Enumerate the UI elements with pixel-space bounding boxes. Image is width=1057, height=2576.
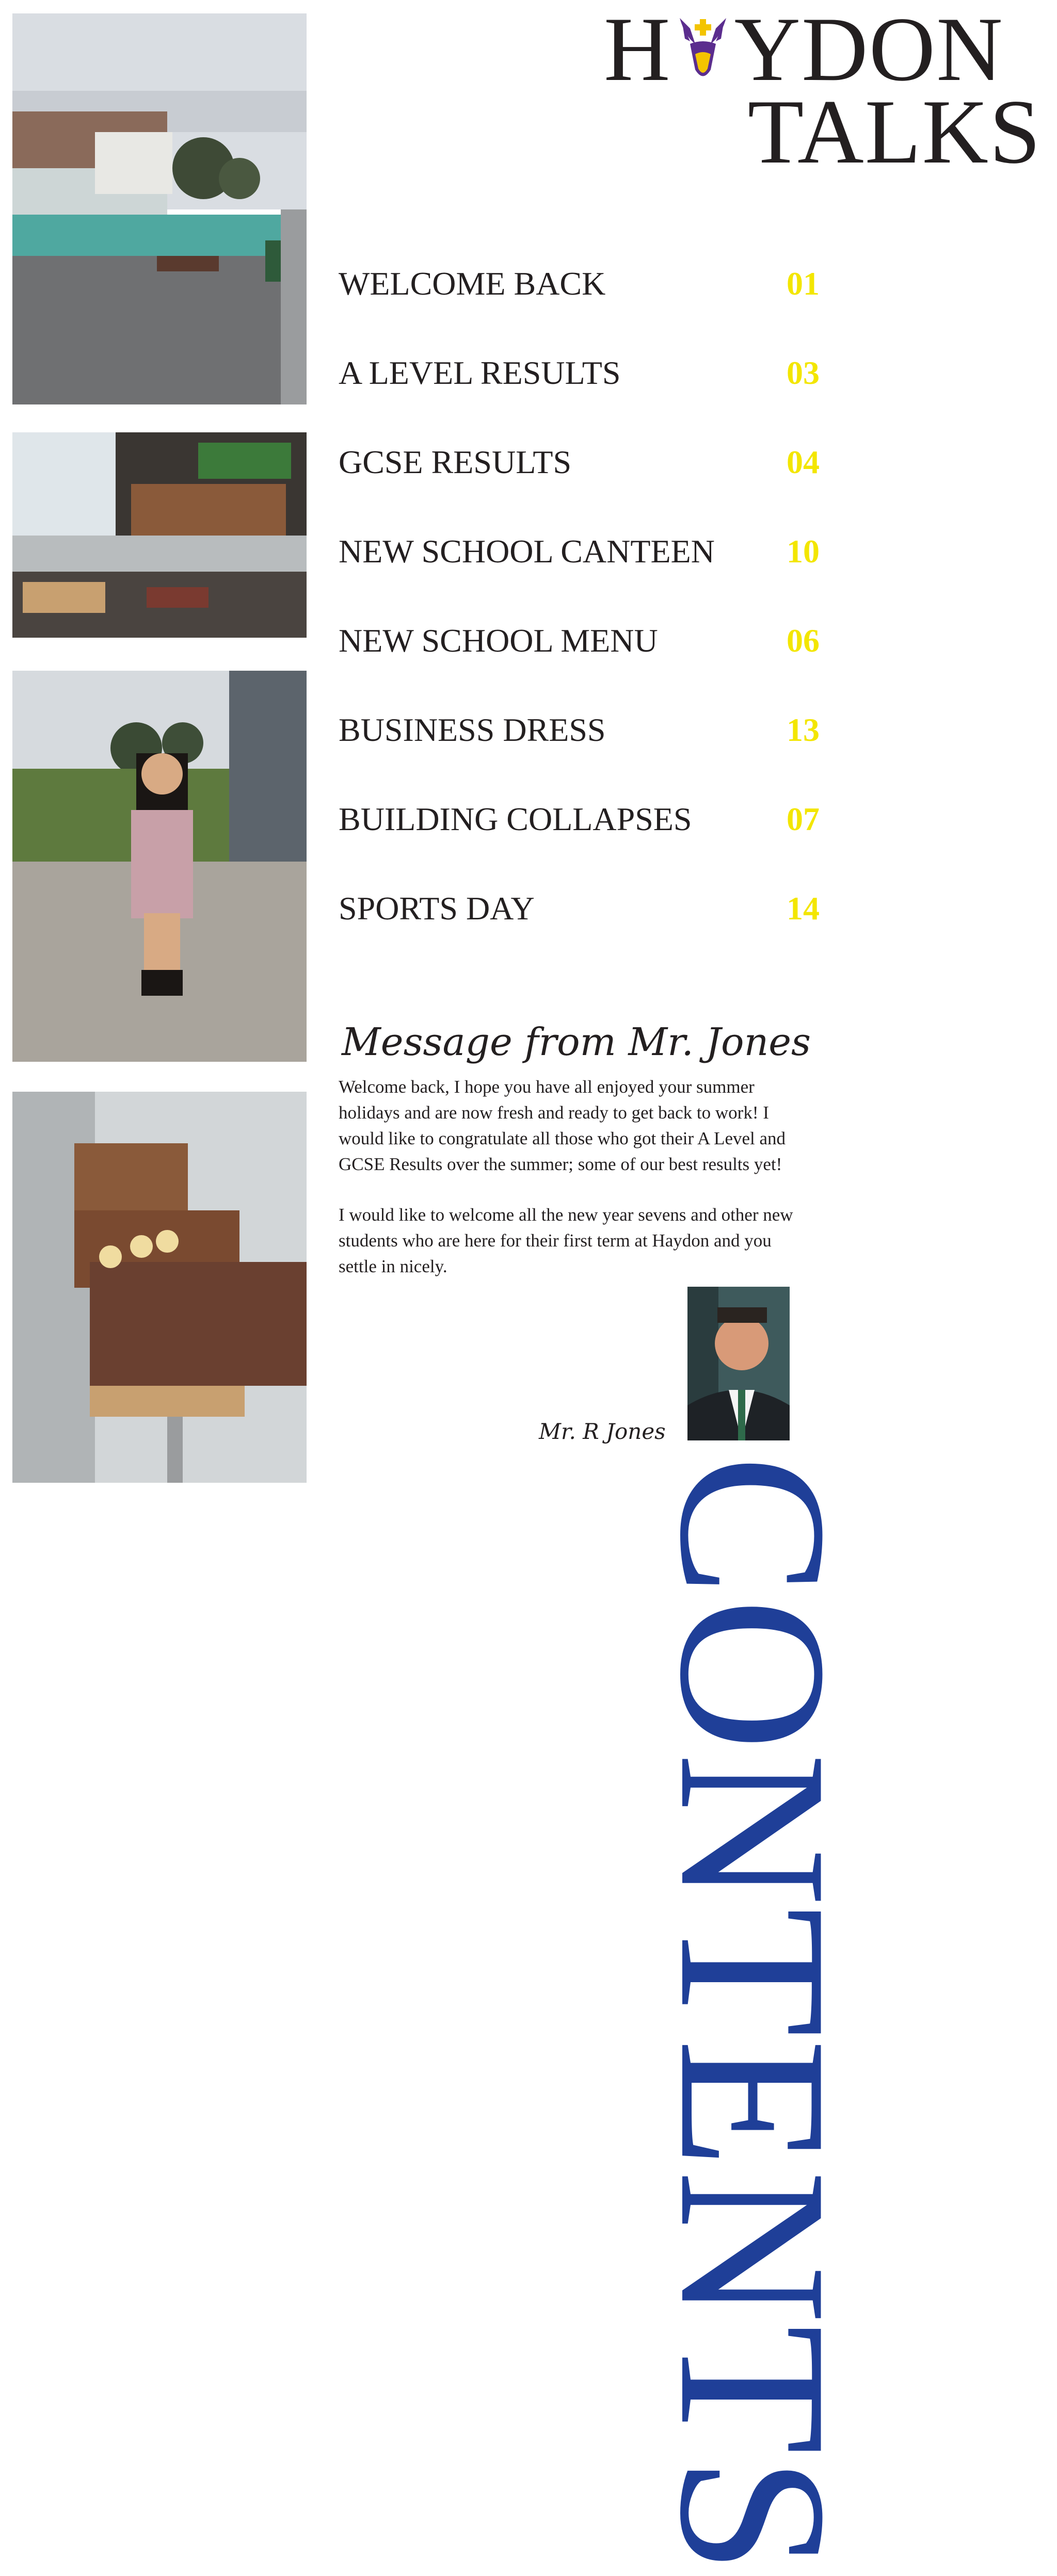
toc-item[interactable] <box>339 615 824 667</box>
toc-item[interactable] <box>339 704 824 756</box>
photo-bakery-trays <box>12 1092 307 1483</box>
photo-mr-jones <box>687 1287 790 1440</box>
toc-item-title: BUSINESS DRESS <box>339 711 606 748</box>
toc-item-page: 10 <box>787 533 820 570</box>
toc-item-page: 07 <box>787 801 820 837</box>
message-paragraph: I would like to welcome all the new year sevens and other new students who are here for their first term at Haydon and you settle in nicely. <box>339 1205 793 1276</box>
toc-item-title: GCSE RESULTS <box>339 444 572 480</box>
photo-student-portrait <box>12 671 307 1062</box>
message-body <box>339 1074 803 1304</box>
message-paragraph: Welcome back, I hope you have all enjoyed your summer holidays and are now fresh and ready to get back to work! I would like to congratulate all those who got their A Level and GCSE Results over the summer; some of our best results yet! <box>339 1077 786 1174</box>
toc-item-page: 06 <box>787 622 820 659</box>
message-heading: Message from Mr. Jones <box>342 1020 811 1064</box>
masthead-letter-h: H <box>604 0 671 100</box>
toc-item[interactable] <box>339 793 824 845</box>
toc-item-page: 01 <box>787 265 820 302</box>
toc-item-title: WELCOME BACK <box>339 265 606 302</box>
toc-item[interactable] <box>339 436 824 488</box>
toc-item-title: A LEVEL RESULTS <box>339 354 621 391</box>
toc-item[interactable] <box>339 526 824 577</box>
contents-vertical-heading: CONTENTS <box>636 1455 871 2576</box>
toc-item-page: 03 <box>787 354 820 391</box>
toc-item-page: 14 <box>787 890 820 927</box>
toc-item-title: SPORTS DAY <box>339 890 535 927</box>
masthead-title-talks: TALKS <box>747 80 1042 183</box>
photo-school-courtyard <box>12 13 307 404</box>
toc-item-title: NEW SCHOOL CANTEEN <box>339 533 715 570</box>
toc-item-title: NEW SCHOOL MENU <box>339 622 658 659</box>
toc-item-title: BUILDING COLLAPSES <box>339 801 692 837</box>
toc-item-page: 04 <box>787 444 820 480</box>
masthead-letters-ydon: YDON <box>734 0 1004 100</box>
photo-canteen-counter <box>12 432 307 638</box>
toc-item[interactable] <box>339 258 824 310</box>
toc-item-page: 13 <box>787 711 820 748</box>
masthead-title-haydon <box>604 0 1043 100</box>
signature: Mr. R Jones <box>539 1419 666 1444</box>
stag-head-crest-icon <box>675 10 731 83</box>
toc-item[interactable] <box>339 883 824 934</box>
toc-item[interactable] <box>339 347 824 399</box>
